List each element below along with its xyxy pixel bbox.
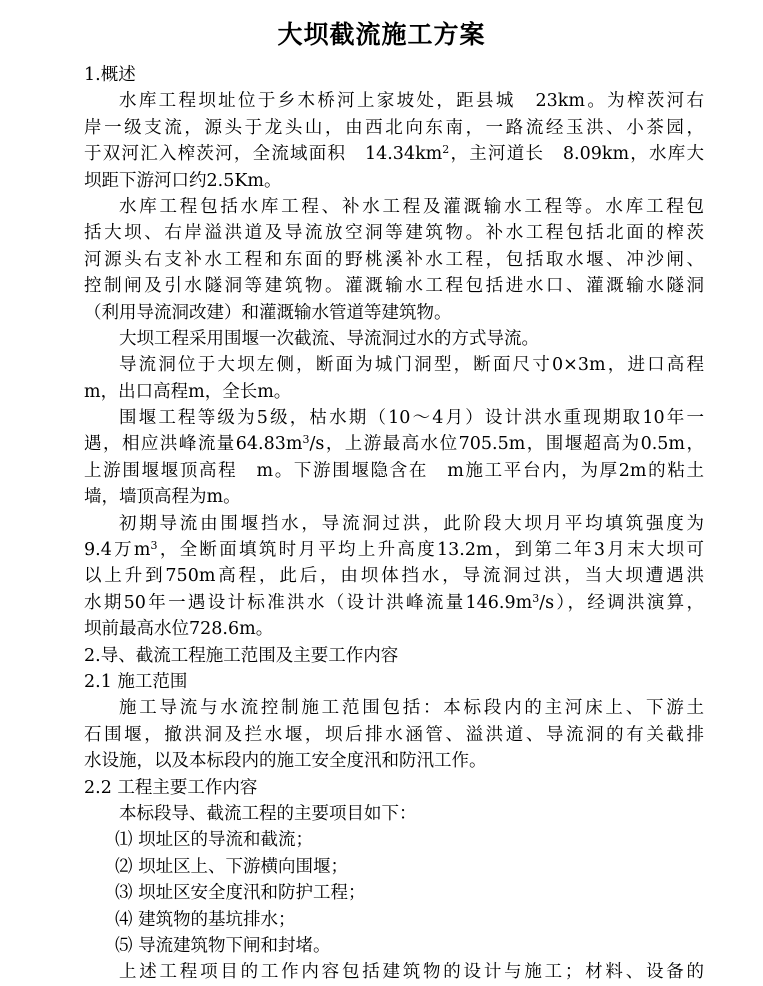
text-line	[84, 590, 704, 616]
text-line	[84, 537, 704, 563]
paragraph-initial-diversion	[84, 511, 704, 643]
text-line: 围堰工程等级为5级，枯水期（10～4月）设计洪水重现期取10年一	[119, 408, 704, 429]
text-segment: 9.4万m	[84, 540, 151, 561]
text-line: 水库工程坝址位于乡木桥河上家坡处，距县城 23km。为榨茨河右	[119, 91, 704, 112]
list-item: ⑸ 导流建筑物下闸和封堵。	[115, 935, 331, 956]
paragraph-cofferdam	[84, 405, 704, 511]
list-item: ⑶ 坝址区安全度汛和防护工程；	[115, 883, 366, 904]
superscript: 3	[302, 433, 310, 447]
text-line	[84, 431, 704, 457]
text-segment: /s，上游最高水位705.5m，围堰超高为0.5m，	[309, 434, 704, 455]
text-line: 施工导流与水流控制施工范围包括：本标段内的主河床上、下游土	[119, 698, 704, 719]
text-line: （利用导流洞改建）和灌溉输水管道等建筑物。	[84, 302, 452, 323]
text-line: 上游围堰堰顶高程 m。下游围堰隐含在 m施工平台内，为厚2m的粘土	[84, 460, 704, 481]
text-line: 以上升到750m高程，此后，由坝体挡水，导流洞过洪，当大坝遭遇洪	[84, 566, 704, 587]
list-item: ⑵ 坝址区上、下游横向围堰；	[115, 856, 349, 877]
section-heading-2-1: 2.1 施工范围	[84, 671, 188, 692]
text-line: 河源头右支补水工程和东面的野桃溪补水工程，包括取水堰、冲沙闸、	[84, 249, 704, 270]
text-line: m，出口高程m，全长m。	[84, 381, 292, 402]
superscript: 3	[150, 539, 158, 553]
text-segment: 水期50年一遇设计标准洪水（设计洪峰流量146.9m	[84, 592, 533, 613]
list-item: ⑴ 坝址区的导流和截流；	[115, 830, 314, 851]
text-line: 导流洞位于大坝左侧，断面为城门洞型，断面尺寸0×3m，进口高程	[119, 355, 704, 376]
list-item: ⑷ 建筑物的基坑排水；	[115, 909, 296, 930]
text-line: 水设施，以及本标段内的施工安全度汛和防汛工作。	[84, 751, 487, 772]
text-line: 控制闸及引水隧洞等建筑物。灌溉输水工程包括进水口、灌溉输水隧洞	[84, 276, 704, 297]
text-segment: 遇，相应洪峰流量64.83m	[84, 434, 303, 455]
text-line: 上述工程项目的工作内容包括建筑物的设计与施工；材料、设备的	[119, 962, 704, 983]
superscript: 2	[442, 143, 450, 157]
text-line: 初期导流由围堰挡水，导流洞过洪，此阶段大坝月平均填筑强度为	[119, 513, 704, 534]
text-line: 墙，墙顶高程为m。	[84, 487, 241, 508]
paragraph-diversion-tunnel	[84, 352, 704, 405]
paragraph-overview-location	[84, 88, 704, 194]
text-line: 坝前最高水位728.6m。	[84, 619, 274, 640]
text-line: 坝距下游河口约2.5Km。	[84, 170, 282, 191]
text-segment: 于双河汇入榨茨河，全流域面积 14.34km	[84, 144, 443, 165]
paragraph-construction-scope	[84, 695, 704, 774]
text-line: 括大坝、右岸溢洪道及导流放空洞等建筑物。补水工程包括北面的榨茨	[84, 223, 704, 244]
superscript: 3	[532, 591, 540, 605]
text-line	[84, 141, 704, 167]
section-heading-2-2: 2.2 工程主要工作内容	[84, 777, 258, 798]
text-segment: ，主河道长 8.09km，水库大	[449, 144, 704, 165]
section-heading-1: 1.概述	[84, 65, 136, 85]
text-line: 本标段导、截流工程的主要项目如下：	[119, 803, 417, 824]
work-items-list	[84, 827, 704, 959]
text-line: 石围堰，撤洪洞及拦水堰，坝后排水涵管、溢洪道、导流洞的有关截排	[84, 724, 704, 745]
section-heading-2: 2.导、截流工程施工范围及主要工作内容	[84, 645, 399, 666]
document-title: 大坝截流施工方案	[277, 20, 486, 49]
text-line: 水库工程包括水库工程、补水工程及灌溉输水工程等。水库工程包	[119, 196, 704, 217]
document-body	[84, 62, 704, 986]
text-line: 大坝工程采用围堰一次截流、导流洞过水的方式导流。	[119, 328, 539, 349]
paragraph-overview-composition	[84, 194, 704, 326]
paragraph-diversion-method	[84, 326, 704, 352]
text-segment: ，全断面填筑时月平均上升高度13.2m，到第二年3月末大坝可	[157, 540, 704, 561]
text-line: 岸一级支流，源头于龙头山，由西北向东南，一路流经玉洪、小茶园，	[84, 117, 704, 138]
text-segment: /s），经调洪演算，	[539, 592, 704, 613]
